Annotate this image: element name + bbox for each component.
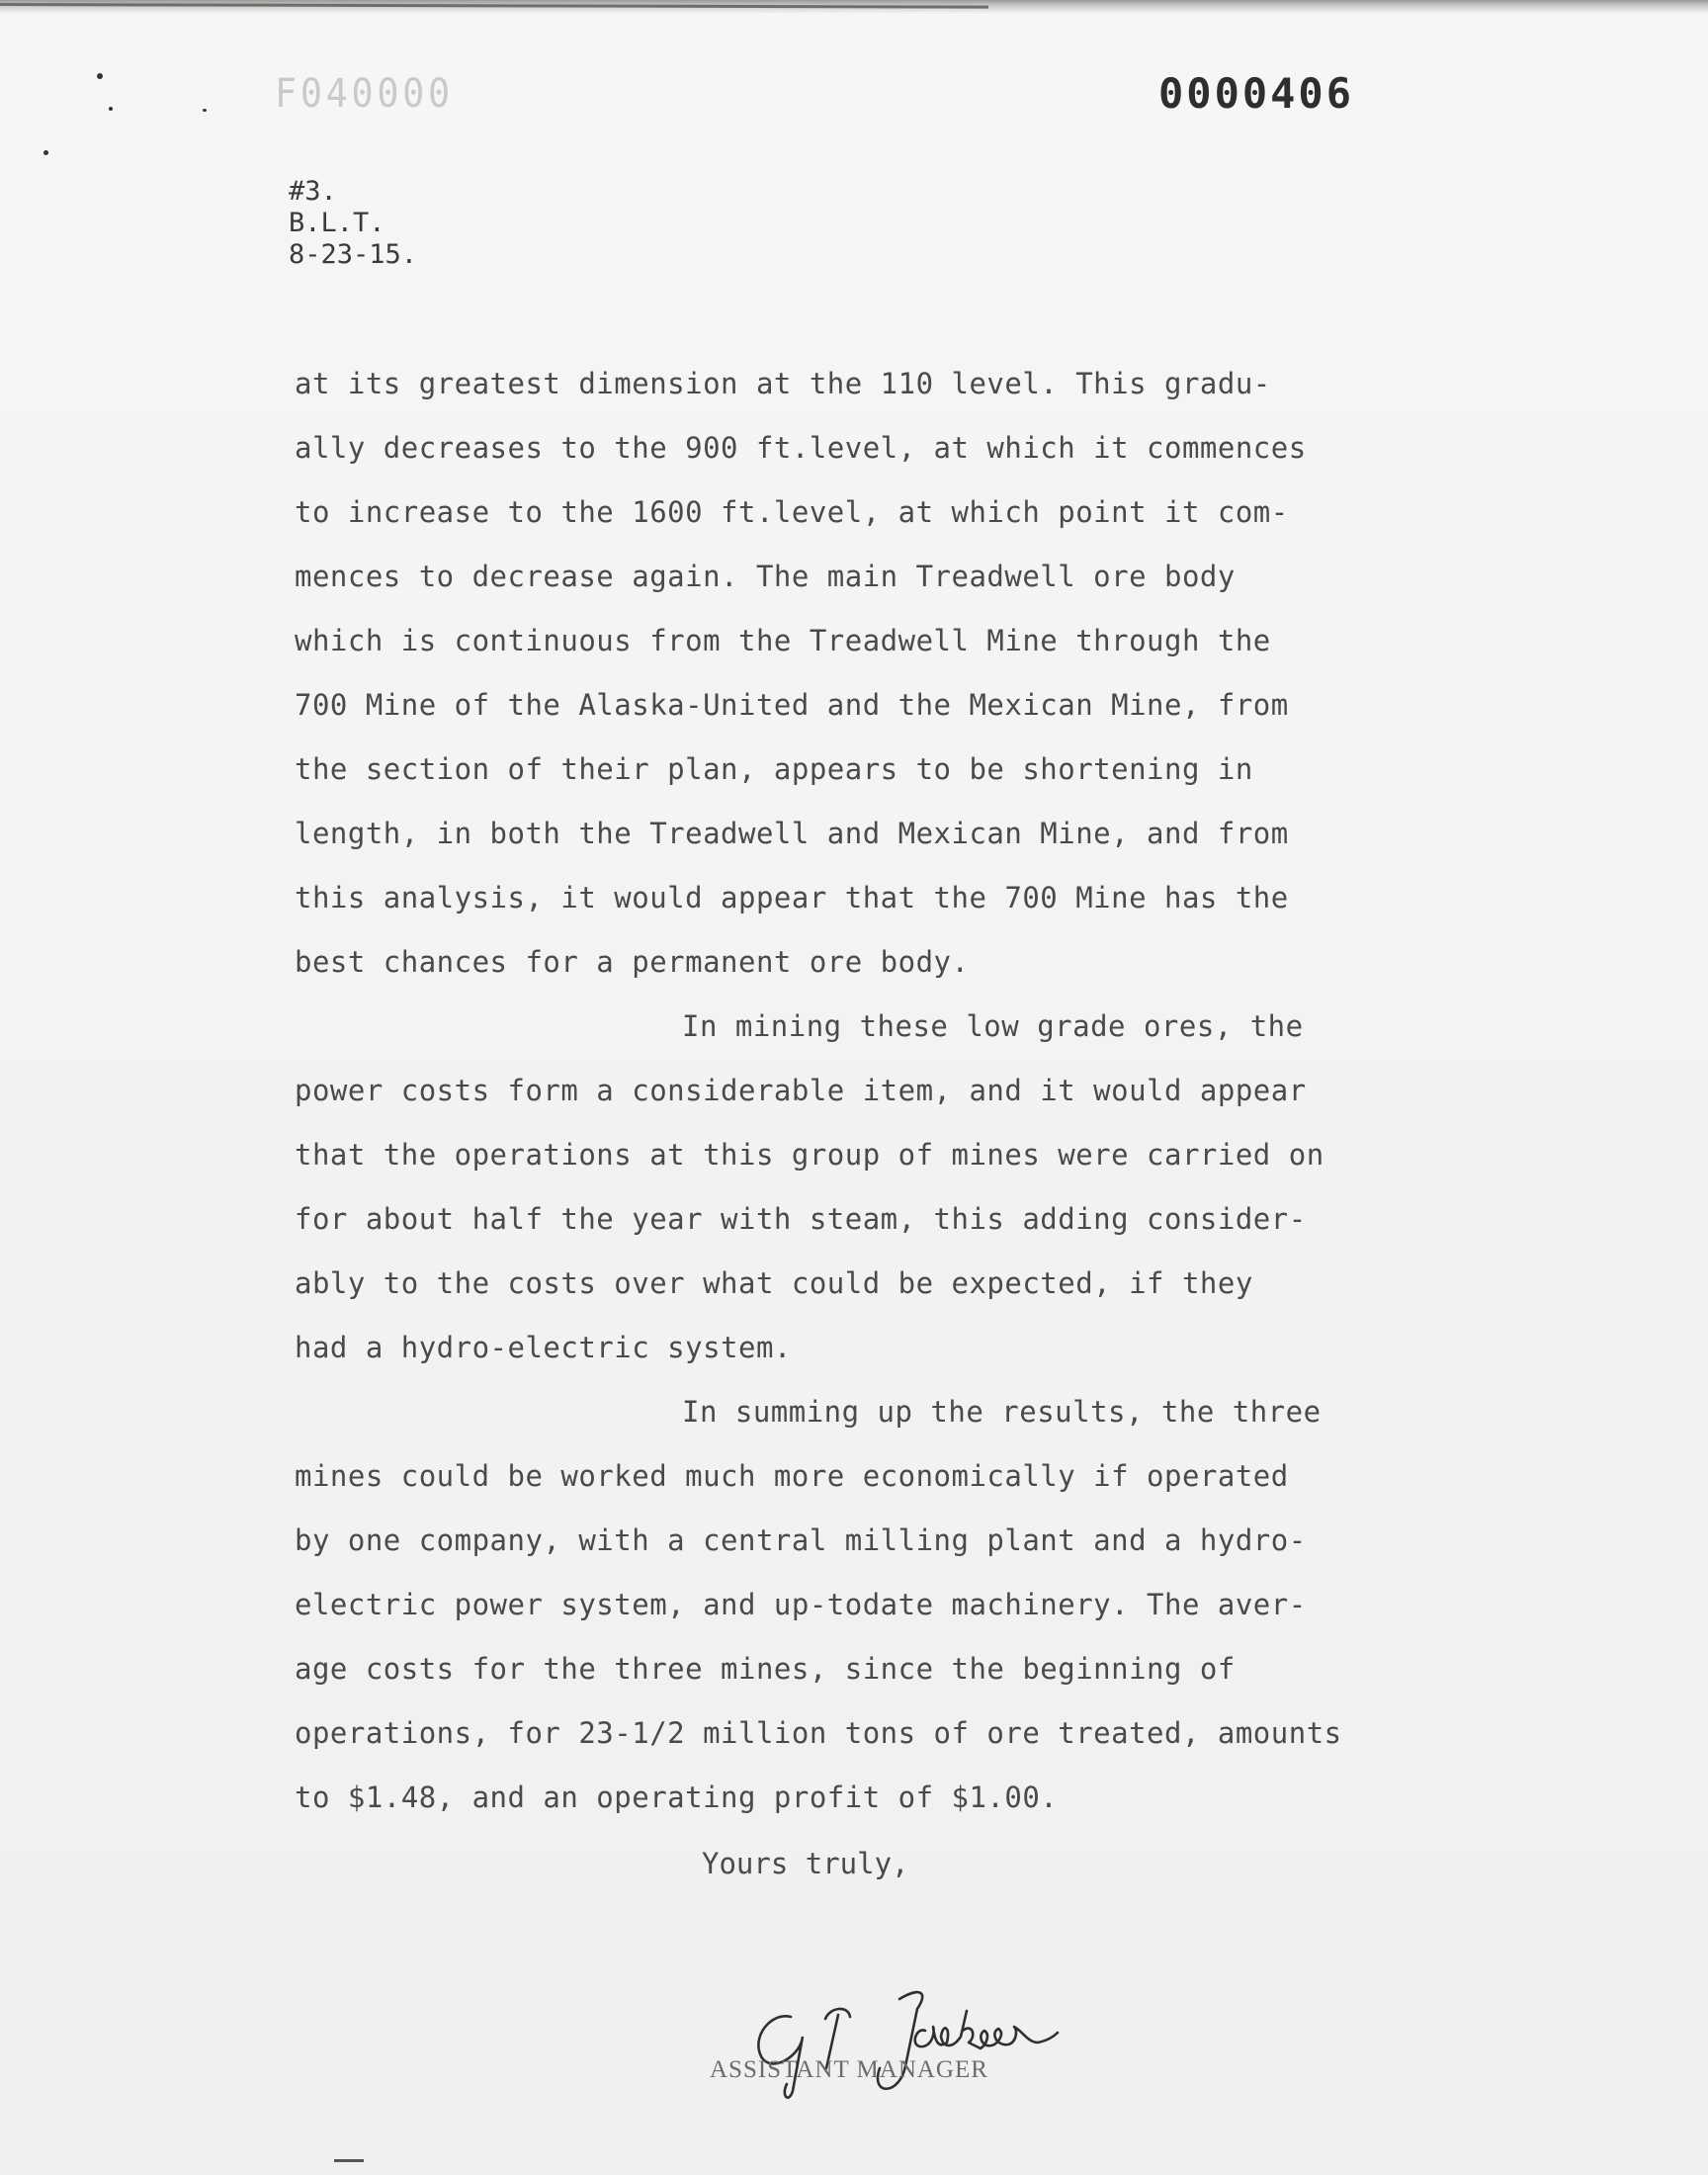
body-line: to increase to the 1600 ft.level, at which point it com-: [295, 495, 1289, 529]
memo-header: [289, 176, 417, 271]
scan-speck: [109, 107, 113, 111]
page-number: 0000406: [1158, 69, 1355, 118]
body-line: ably to the costs over what could be expected, if they: [295, 1266, 1253, 1300]
scan-speck: [43, 150, 48, 155]
body-line: which is continuous from the Treadwell Mine through the: [295, 624, 1271, 657]
body-line: to $1.48, and an operating profit of $1.00.: [295, 1781, 1059, 1814]
letter-body: [295, 352, 1510, 1830]
body-line: the section of their plan, appears to be shortening in: [295, 752, 1253, 786]
body-line: had a hydro-electric system.: [295, 1331, 792, 1364]
closing-salutation: Yours truly,: [702, 1847, 909, 1880]
body-line: best chances for a permanent ore body.: [295, 945, 970, 979]
body-line: In summing up the results, the three: [682, 1395, 1322, 1429]
body-line: ally decreases to the 900 ft.level, at which it commences: [295, 431, 1307, 465]
body-line: electric power system, and up-todate machinery. The aver-: [295, 1588, 1307, 1621]
scan-speck: [97, 73, 103, 79]
memo-reference: #3.: [289, 176, 337, 207]
body-line: 700 Mine of the Alaska-United and the Mexican Mine, from: [295, 688, 1289, 722]
signature-title: ASSISTANT MANAGER: [710, 2056, 988, 2083]
faded-page-number: F040000: [275, 71, 454, 117]
body-line: this analysis, it would appear that the 700 Mine has the: [295, 881, 1289, 914]
body-line: mences to decrease again. The main Treadwell ore body: [295, 560, 1236, 593]
body-line: by one company, with a central milling plant and a hydro-: [295, 1523, 1307, 1557]
body-line: that the operations at this group of mines were carried on: [295, 1138, 1324, 1172]
memo-initials: B.L.T.: [289, 208, 385, 238]
body-line: length, in both the Treadwell and Mexican Mine, and from: [295, 817, 1289, 850]
scan-speck: [203, 109, 207, 112]
body-line: for about half the year with steam, this adding consider-: [295, 1202, 1307, 1236]
memo-date: 8-23-15.: [289, 239, 418, 270]
body-line: In mining these low grade ores, the: [682, 1009, 1304, 1043]
body-line: operations, for 23-1/2 million tons of ore treated, amounts: [295, 1716, 1342, 1750]
scan-bottom-mark: [334, 2159, 364, 2162]
body-line: power costs form a considerable item, and it would appear: [295, 1074, 1307, 1107]
body-line: at its greatest dimension at the 110 level. This gradu-: [295, 367, 1271, 400]
body-line: age costs for the three mines, since the beginning of: [295, 1652, 1236, 1686]
body-line: mines could be worked much more economically if operated: [295, 1459, 1289, 1493]
